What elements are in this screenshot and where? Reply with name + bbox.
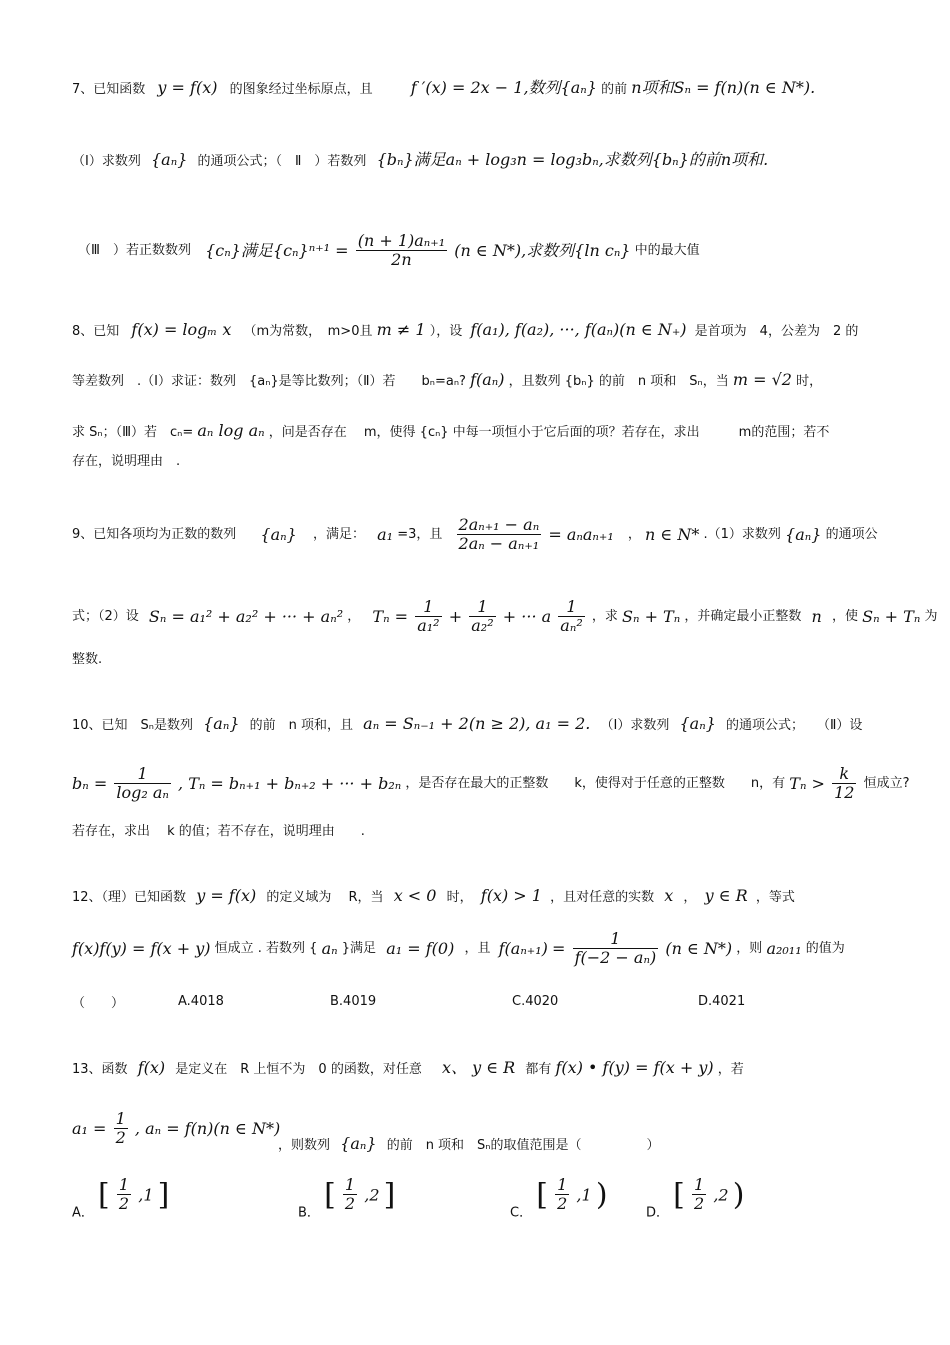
text: ，且数列 {bₙ} 的前 n 项和 Sₙ，当 [508, 374, 729, 389]
formula-a1-f0: a₁ = f(0) [386, 938, 455, 958]
text: ，且 [464, 940, 491, 956]
problem-7-line-3 [78, 232, 700, 270]
text: 的前 n 项和，且 [249, 718, 354, 733]
problem-9-line-3 [72, 650, 890, 670]
text: ，若 [717, 1062, 744, 1077]
formula-fx-gt-1: f(x) > 1 [480, 886, 542, 905]
text: 整数. [72, 652, 103, 667]
text: （Ⅰ）求数列 [72, 154, 141, 169]
fraction-denominator: 12 [834, 783, 855, 803]
fraction-denominator: 2 [344, 1194, 356, 1214]
text: （m为常数， m>0且 [243, 324, 373, 339]
text: 13、函数 [72, 1062, 128, 1077]
fraction-numerator: k [832, 765, 856, 784]
choice-d[interactable] [646, 1176, 744, 1220]
fraction-cn [356, 232, 447, 270]
text: 中的最大值 [634, 242, 700, 258]
text: ，则 [736, 940, 763, 956]
formula-x-lt-0: x < 0 [393, 886, 437, 905]
ellipsis: + ··· a [502, 606, 552, 626]
text: ，则数列 [278, 1138, 331, 1153]
fraction-denominator: a₁² [417, 616, 440, 636]
fraction-k-12 [832, 765, 856, 803]
text: 的值为 [805, 940, 845, 956]
bracket-close: ] [157, 1177, 170, 1213]
formula-cn-log: aₙ log aₙ [197, 421, 265, 440]
fraction-numerator: 1 [114, 765, 171, 784]
text: ， [347, 608, 361, 624]
fraction-numerator: 1 [344, 1175, 356, 1194]
text: 都有 [525, 1062, 552, 1077]
problem-9-line-1 [72, 516, 878, 554]
fraction-denominator: log₂ aₙ [116, 783, 169, 803]
formula-n-in-n: n ∈ N* [645, 524, 700, 544]
fraction-numerator: 1 [694, 1175, 705, 1194]
text: 9、已知各项均为正数的数列 [72, 526, 237, 542]
fraction-1-a1 [415, 598, 441, 636]
formula-tn-sum: , Tₙ = bₙ₊₁ + bₙ₊₂ + ··· + b₂ₙ [178, 773, 402, 793]
text: 的通项公 [825, 526, 878, 542]
problem-7-line-1 [72, 78, 890, 100]
text: ， [627, 526, 641, 542]
fraction-recurrence [573, 930, 659, 968]
formula-an: {aₙ} [203, 714, 240, 733]
choice-a[interactable] [72, 1176, 169, 1220]
text: }满足 [341, 940, 377, 956]
formula-bn: {bₙ}满足aₙ + log₃n = log₃bₙ,求数列{bₙ}的前n项和. [376, 150, 769, 169]
formula-sn: n项和Sₙ = f(n)(n ∈ N*). [631, 78, 816, 97]
fraction-numerator: 1 [558, 598, 584, 617]
fraction-denominator: 2 [118, 1194, 130, 1214]
fraction-one-half [343, 1176, 357, 1214]
text: 的定义域为 R，当 [266, 890, 384, 905]
problem-10-line-2 [72, 765, 910, 803]
formula-f-an1: f(aₙ₊₁) [498, 938, 548, 958]
fraction-denominator: 2 [694, 1194, 705, 1214]
problem-8-line-3 [72, 421, 890, 443]
formula-cn: {cₙ}满足{cₙ}ⁿ⁺¹ = [205, 240, 349, 260]
text: 是首项为 4，公差为 2 的 [694, 324, 859, 339]
text: ，求 [591, 608, 618, 624]
text: ，等式 [755, 890, 795, 905]
formula-tn: Tₙ = [372, 606, 409, 626]
fraction-numerator: 1 [573, 930, 659, 949]
fraction-numerator: 1 [415, 598, 441, 617]
text: 等差数列 .（Ⅰ）求证：数列 {aₙ}是等比数列；（Ⅱ）若 bₙ=aₙ? [72, 374, 466, 389]
fraction-numerator: 1 [469, 598, 495, 617]
fraction-denominator: f(−2 − aₙ) [574, 948, 657, 968]
text: 的前 n 项和 Sₙ的取值范围是（ ） [386, 1138, 660, 1153]
text: ，问是否存在 m，使得 {cₙ} 中每一项恒小于它后面的项？若存在，求出 m的范围；若不 [268, 425, 830, 440]
formula-n: n [811, 606, 822, 626]
choice-a[interactable]: A.4018 [178, 994, 224, 1009]
text: 10、已知 Sₙ是数列 [72, 718, 193, 733]
fraction-denominator: aₙ² [560, 616, 583, 636]
text: ，满足： [312, 526, 365, 542]
bracket-open: [ [98, 1177, 110, 1213]
text: 式；（2）设 [72, 608, 139, 624]
formula-bn: bₙ = [72, 773, 108, 793]
formula-m-sqrt2: m = √2 [732, 370, 792, 389]
text: 的通项公式； （Ⅱ）设 [726, 718, 863, 733]
text: ，且对任意的实数 [550, 890, 655, 905]
formula-sn-tn: Sₙ + Tₙ [622, 606, 681, 626]
fraction-denominator: 2aₙ − aₙ₊₁ [458, 534, 540, 554]
formula-an: {aₙ} [260, 524, 297, 544]
formula-f-an: f(aₙ) [470, 370, 505, 389]
fraction-denominator: 2n [391, 250, 412, 270]
formula-ln-cn: (n ∈ N*),求数列{ln cₙ} [454, 240, 631, 260]
fraction-one-half [692, 1176, 706, 1214]
formula-x: x [664, 886, 674, 905]
formula-functional-eq: f(x) • f(y) = f(x + y) [555, 1058, 714, 1077]
interval-bound: ,1 [576, 1185, 592, 1205]
formula-m-ne-1: m ≠ 1 [376, 320, 426, 339]
text: .（1）求数列 [703, 526, 781, 542]
problem-13-line-1 [72, 1058, 890, 1080]
bracket-close: ) [732, 1177, 745, 1213]
formula-an-fn: , aₙ = f(n)(n ∈ N*) [134, 1118, 281, 1138]
bracket-close: ] [383, 1177, 396, 1213]
formula-sn-sum: Sₙ = a₁² + a₂² + ··· + aₙ² [148, 606, 344, 626]
formula-a2011: a₂₀₁₁ [766, 938, 802, 958]
choice-label: D． [646, 1205, 670, 1221]
plus-sign: + [448, 606, 463, 626]
problem-9-line-2 [72, 598, 937, 636]
formula-an: {aₙ} [340, 1134, 377, 1153]
bracket-open: [ [536, 1177, 548, 1213]
text: 时， [796, 374, 823, 389]
text: 求 Sₙ；（Ⅲ）若 cₙ= [72, 425, 194, 440]
fraction-denominator: 2 [115, 1128, 126, 1148]
fraction-numerator: 1 [557, 1175, 568, 1194]
text: =3，且 [397, 526, 443, 542]
fraction-1-an [558, 598, 584, 636]
problem-12-paren: （ ） [72, 996, 125, 1011]
formula-an: {aₙ} [150, 150, 188, 169]
fraction-one-half [114, 1110, 128, 1148]
problem-7-line-2 [72, 150, 890, 172]
problem-8-line-4 [72, 452, 890, 472]
text: 8、已知 [72, 324, 120, 339]
equals-sign: = [552, 938, 566, 958]
text: 时， [446, 890, 473, 905]
formula-sn-tn: Sₙ + Tₙ [862, 606, 921, 626]
fraction-numerator: 1 [115, 1109, 126, 1128]
formula-an: {aₙ} [785, 524, 822, 544]
fraction-denominator: 2 [557, 1194, 568, 1214]
text: 存在，说明理由 . [72, 454, 181, 469]
fraction-one-half [117, 1176, 131, 1214]
text: ，并确定最小正整数 [684, 608, 802, 624]
formula-functional-eq: f(x)f(y) = f(x + y) [72, 938, 211, 958]
formula-y-fx: y = f(x) [196, 886, 257, 905]
formula-a1: a₁ [377, 524, 394, 544]
text: ，是否存在最大的正整数 k，使得对于任意的正整数 n，有 [405, 775, 786, 791]
choice-c[interactable] [510, 1176, 608, 1220]
problem-10-line-3 [72, 822, 890, 842]
fraction-1-a2 [469, 598, 495, 636]
choice-d[interactable]: D.4021 [698, 994, 746, 1009]
text: （Ⅰ）求数列 [600, 718, 670, 733]
fraction-recurrence [457, 516, 542, 554]
text: 的图象经过坐标原点，且 [229, 82, 373, 97]
problem-10-line-1 [72, 714, 890, 736]
interval-bound: ,1 [138, 1185, 154, 1205]
choice-label: C． [510, 1205, 533, 1221]
formula-tn-gt: Tₙ > [789, 773, 825, 793]
formula-fx-log: f(x) = logₘ x [131, 320, 232, 339]
problem-8-line-1 [72, 320, 890, 342]
formula-an: {aₙ} [679, 714, 716, 733]
bracket-close: ) [595, 1177, 608, 1213]
interval-bound: ,2 [713, 1185, 729, 1205]
text: 为 [924, 608, 938, 624]
fraction-one-half [555, 1176, 569, 1214]
fraction-numerator: (n + 1)aₙ₊₁ [357, 231, 446, 250]
text: 若存在，求出 k 的值；若不存在，说明理由 . [72, 824, 365, 839]
text: （Ⅲ ）若正数数列 [78, 242, 191, 258]
choice-b[interactable] [298, 1176, 395, 1220]
formula-an-recurrence: aₙ = Sₙ₋₁ + 2(n ≥ 2), a₁ = 2. [363, 714, 591, 733]
formula-y-fx: y = f(x) [157, 78, 218, 97]
choice-b[interactable]: B.4019 [330, 994, 377, 1009]
choice-c[interactable]: C.4020 [512, 994, 559, 1009]
bracket-open: [ [673, 1177, 685, 1213]
text: 的前 [601, 82, 628, 97]
formula-a1: a₁ = [72, 1118, 107, 1138]
fraction-numerator: 2aₙ₊₁ − aₙ [458, 515, 540, 534]
choice-label: A． [72, 1205, 94, 1221]
text: ， [683, 890, 697, 905]
text: 7、已知函数 [72, 82, 146, 97]
formula-y-in-r: y ∈ R [704, 886, 748, 905]
fraction-denominator: a₂² [471, 616, 494, 636]
bracket-open: [ [324, 1177, 336, 1213]
text: 12、（理）已知函数 [72, 890, 187, 905]
interval-bound: ,2 [364, 1185, 380, 1205]
formula-fx: f(x) [137, 1058, 166, 1077]
formula-x-y-in-r: x、 y ∈ R [441, 1058, 516, 1077]
text: 是定义在 R 上恒不为 0 的函数，对任意 [175, 1062, 422, 1077]
problem-12-line-1 [72, 886, 890, 908]
formula-f-sequence: f(a₁), f(a₂), ···, f(aₙ)(n ∈ N₊) [470, 320, 687, 339]
formula-product: = aₙaₙ₊₁ [548, 524, 614, 544]
fraction-bn [114, 765, 171, 803]
formula-an: aₙ [321, 938, 338, 958]
problem-8-line-2 [72, 370, 890, 392]
text: 恒成立 . 若数列 { [214, 940, 318, 956]
text: 的通项公式；（ Ⅱ ）若数列 [197, 154, 367, 169]
choice-label: B． [298, 1205, 320, 1221]
problem-12-line-2 [72, 930, 845, 968]
text: ），设 [429, 324, 463, 339]
text: ，使 [831, 608, 858, 624]
problem-13-line-2 [72, 1110, 280, 1148]
problem-13-line-3 [278, 1134, 660, 1156]
formula-n-in-n: (n ∈ N*) [665, 938, 733, 958]
formula-derivative: f ′(x) = 2x − 1,数列{aₙ} [410, 78, 597, 97]
text: 恒成立? [863, 775, 910, 791]
fraction-numerator: 1 [118, 1175, 130, 1194]
